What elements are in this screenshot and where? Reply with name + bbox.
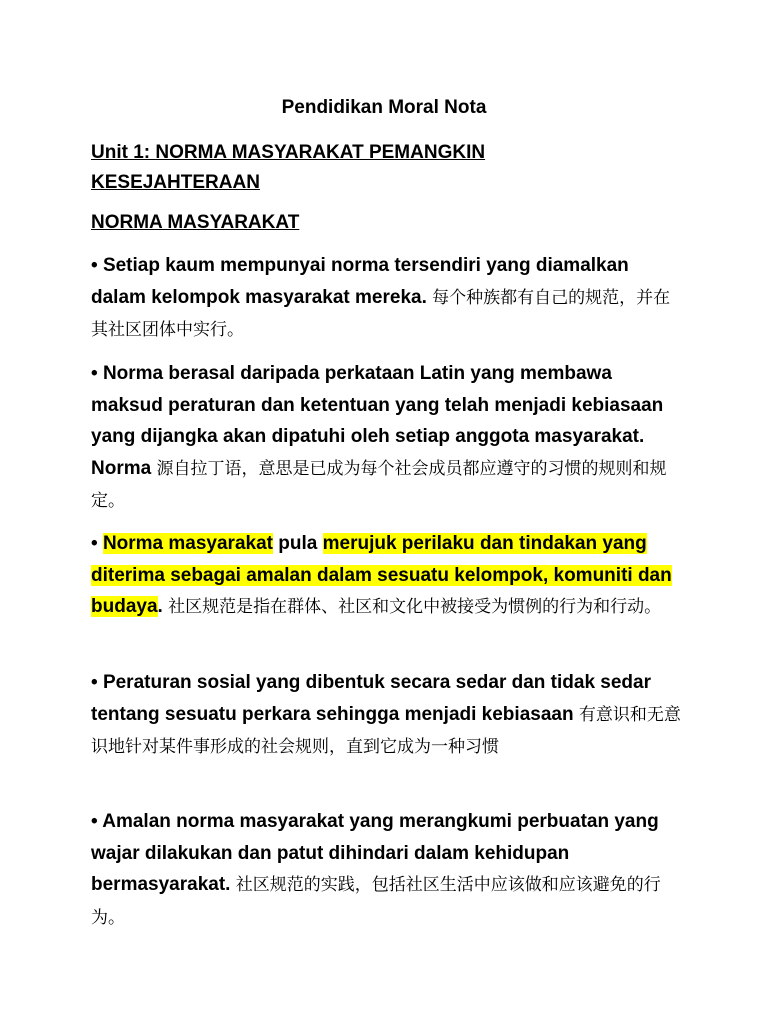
bullet: •	[91, 363, 98, 384]
paragraph-4	[91, 667, 683, 764]
highlighted-text-1: Norma masyarakat	[102, 533, 273, 554]
paragraph-2-text: Norma berasal daripada perkataan Latin yang membawa maksud peraturan dan ketentuan yang telah menjadi kebiasaan yang dijangka akan dipatuhi oleh setiap anggota masyarakat. Norma	[91, 363, 664, 479]
bullet: •	[91, 533, 98, 554]
paragraph-2-chinese: 源自拉丁语，意思是已成为每个社会成员都应遵守的习惯的规则和规定。	[91, 458, 667, 511]
paragraph-2	[91, 358, 683, 518]
paragraph-4-text: Peraturan sosial yang dibentuk secara sedar dan tidak sedar tentang sesuatu perkara sehingga menjadi kebiasaan	[91, 672, 651, 725]
section-heading: NORMA MASYARAKAT	[91, 212, 300, 233]
page-title: Pendidikan Moral Nota	[281, 97, 487, 118]
paragraph-5-chinese: 社区规范的实践，包括社区生活中应该做和应该避免的行为。	[91, 875, 661, 928]
paragraph-3-chinese: 社区规范是指在群体、社区和文化中被接受为惯例的行为和行动。	[168, 597, 662, 617]
bullet: •	[91, 255, 98, 276]
unit-heading-line-2: KESEJAHTERAAN	[91, 172, 260, 193]
unit-heading-line-1: Unit 1: NORMA MASYARAKAT PEMANGKIN	[91, 142, 486, 163]
unit-heading	[91, 138, 691, 198]
paragraph-1	[91, 250, 683, 347]
paragraph-5	[91, 806, 683, 934]
paragraph-1-text: Setiap kaum mempunyai norma tersendiri yang diamalkan dalam kelompok masyarakat mereka.	[91, 255, 629, 308]
paragraph-3-period: .	[157, 596, 163, 617]
highlighted-text-2: merujuk perilaku dan tindakan yang diterima sebagai amalan dalam sesuatu kelompok, komuniti dan budaya	[91, 533, 672, 617]
bullet: •	[91, 672, 98, 693]
paragraph-5-text: Amalan norma masyarakat yang merangkumi perbuatan yang wajar dilakukan dan patut dihindari dalam kehidupan bermasyarakat.	[91, 811, 659, 895]
paragraph-1-chinese: 每个种族都有自己的规范，并在其社区团体中实行。	[91, 287, 671, 340]
bullet: •	[91, 811, 98, 832]
paragraph-3-connector: pula	[278, 533, 318, 554]
paragraph-3	[91, 528, 683, 624]
paragraph-4-chinese: 有意识和无意识地针对某件事形成的社会规则，直到它成为一种习惯	[91, 704, 681, 757]
